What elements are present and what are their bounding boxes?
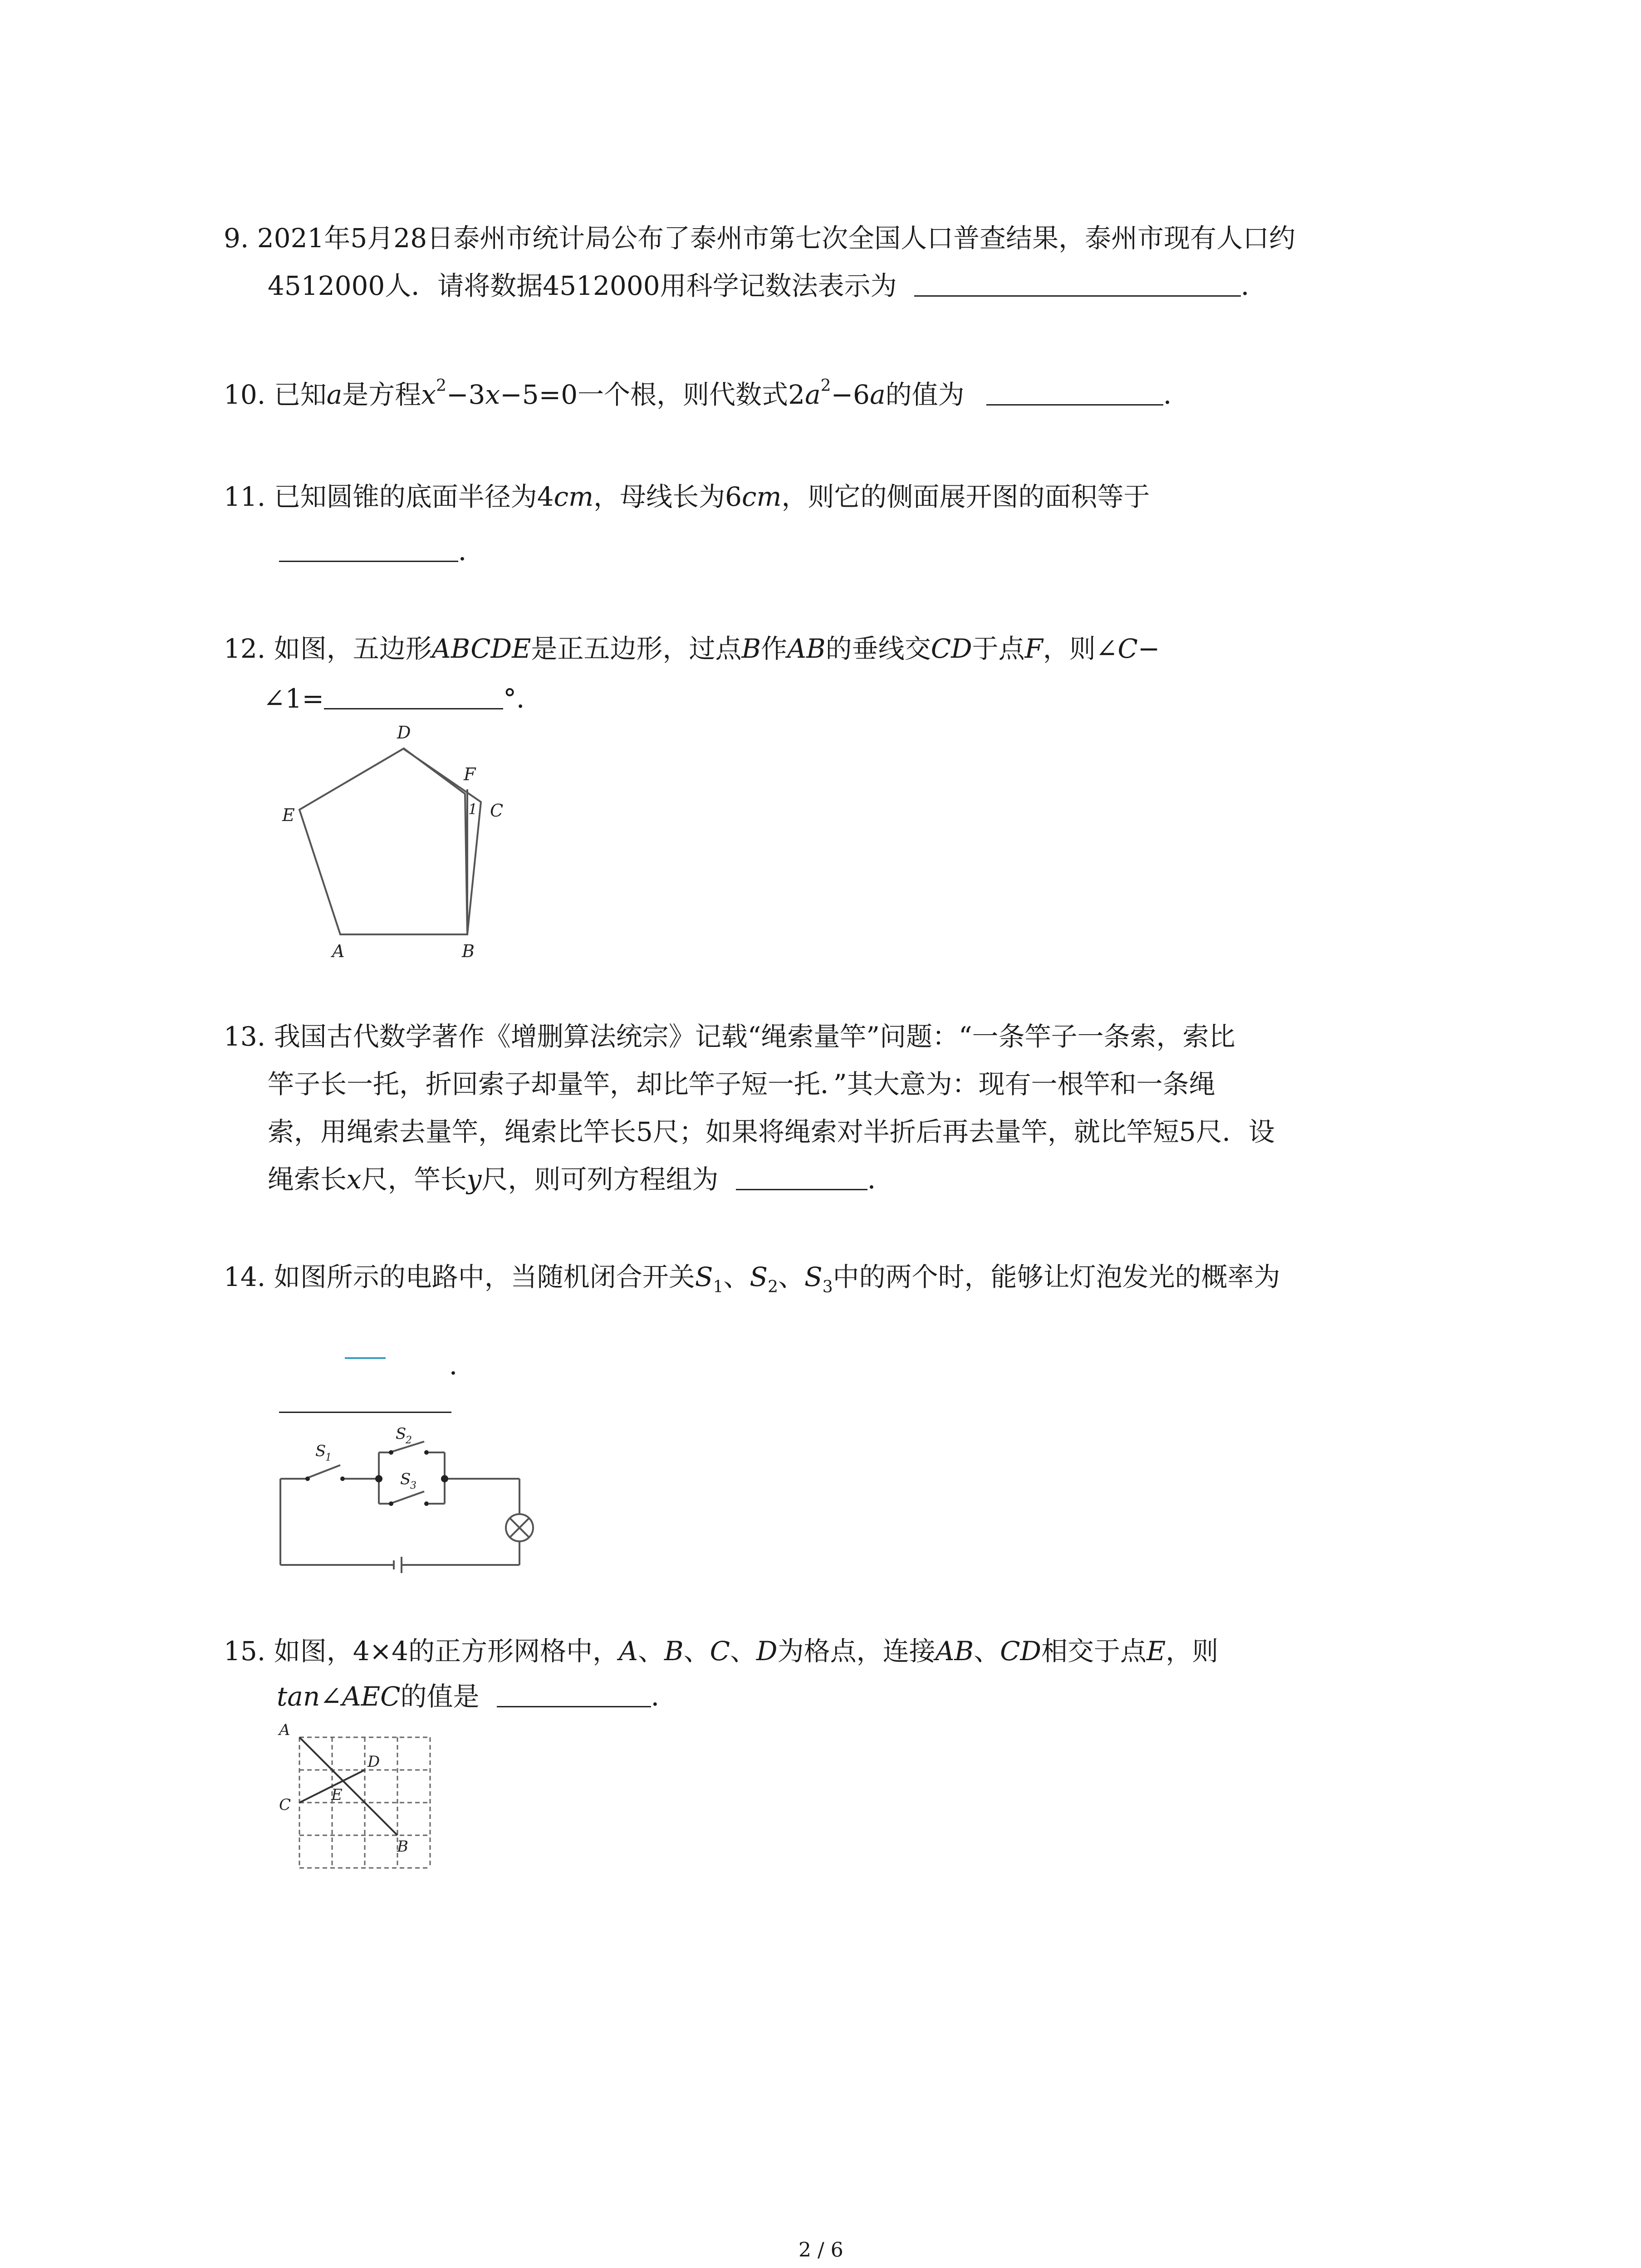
q12-answer-blank[interactable] [324,690,503,709]
q12-line-2: ∠1= °． [263,683,543,714]
q14-number: 14. [224,1261,266,1292]
q12-pentagon-figure [272,721,544,966]
label-A: A [332,941,345,961]
svg-text:1: 1 [325,1452,332,1463]
q13-line-3: 索，用绳索去量竿，绳索比竿长5尺；如果将绳索对半折后再去量竿，就比竿短5尺．设 [268,1116,1275,1147]
q14-circuit-figure [272,1425,544,1583]
q12-line-1: 12. 如图，五边形ABCDE是正五边形，过点B作AB的垂线交CD于点F，则∠C− [224,633,1160,664]
q9-answer-blank[interactable] [914,277,1241,297]
q15-number: 15. [224,1636,266,1667]
q9-text-2: 4512000人．请将数据4512000用科学记数法表示为 [268,270,897,301]
label-C: C [279,1796,291,1814]
q14-answer-end: ． [449,1350,476,1381]
label-angle-1: 1 [468,801,478,818]
label-F: F [464,764,476,784]
label-D: D [367,1753,380,1771]
q11-line-2: ． [279,533,485,569]
q12-number: 12. [224,633,266,664]
label-S3: S [400,1470,411,1488]
label-S2: S [396,1425,407,1443]
q10-answer-blank[interactable] [986,386,1163,406]
q14-line-1: 14. 如图所示的电路中，当随机闭合开关$S_1$、$S_2$、$S_3$中的两个时，能够让灯泡发光的概率为 [224,1261,1280,1296]
q11-number: 11. [224,481,266,512]
svg-text:2: 2 [406,1435,412,1446]
page-number: 2 / 6 [798,2239,843,2262]
q14-answer-blank[interactable] [279,1412,451,1413]
svg-text:3: 3 [410,1480,416,1491]
q13-number: 13. [224,1021,266,1052]
q9-text-1: 2021年5月28日泰州市统计局公布了泰州市第七次全国人口普查结果，泰州市现有人口约 [257,223,1296,254]
q10-line-1: 10. 已知a是方程$x^2-3x-5=0$一个根，则代数式$2a^2-6a$的值为 ． [224,376,1190,410]
q15-answer-blank[interactable] [497,1688,651,1707]
label-B: B [462,941,475,961]
q13-line-2: 竿子长一托，折回索子却量竿，却比竿子短一托．”其大意为：现有一根竿和一条绳 [268,1069,1215,1100]
q14-answer-fraction-bar [345,1357,386,1359]
label-D: D [397,723,411,743]
label-E: E [282,805,295,825]
q15-line-1: 15. 如图，4×4的正方形网格中，A、B、C、D为格点，连接AB、CD相交于点E，则 [224,1636,1219,1667]
q15-grid-figure [277,1721,440,1887]
label-A: A [279,1721,290,1739]
label-E: E [331,1786,343,1804]
label-C: C [490,801,504,821]
q11-line-1: 11. 已知圆锥的底面半径为4cm，母线长为6cm，则它的侧面展开图的面积等于 [224,481,1150,512]
label-S1: S [315,1442,326,1460]
q13-line-4: 绳索长x尺，竿长y尺，则可列方程组为 ． [268,1164,894,1195]
q13-answer-blank[interactable] [736,1171,867,1190]
q9-number: 9. [224,223,249,254]
q9-line-1 [224,220,1295,256]
q9-line-2: 4512000人．请将数据4512000用科学记数法表示为 ． [268,270,1268,301]
label-B: B [397,1838,408,1856]
q13-line-1: 13. 我国古代数学著作《增删算法统宗》记载“绳索量竿”问题：“一条竿子一条索，索比 [224,1021,1235,1052]
q11-answer-blank[interactable] [279,543,458,562]
q10-number: 10. [224,379,266,410]
q15-line-2: tan∠AEC的值是 ． [277,1681,677,1712]
